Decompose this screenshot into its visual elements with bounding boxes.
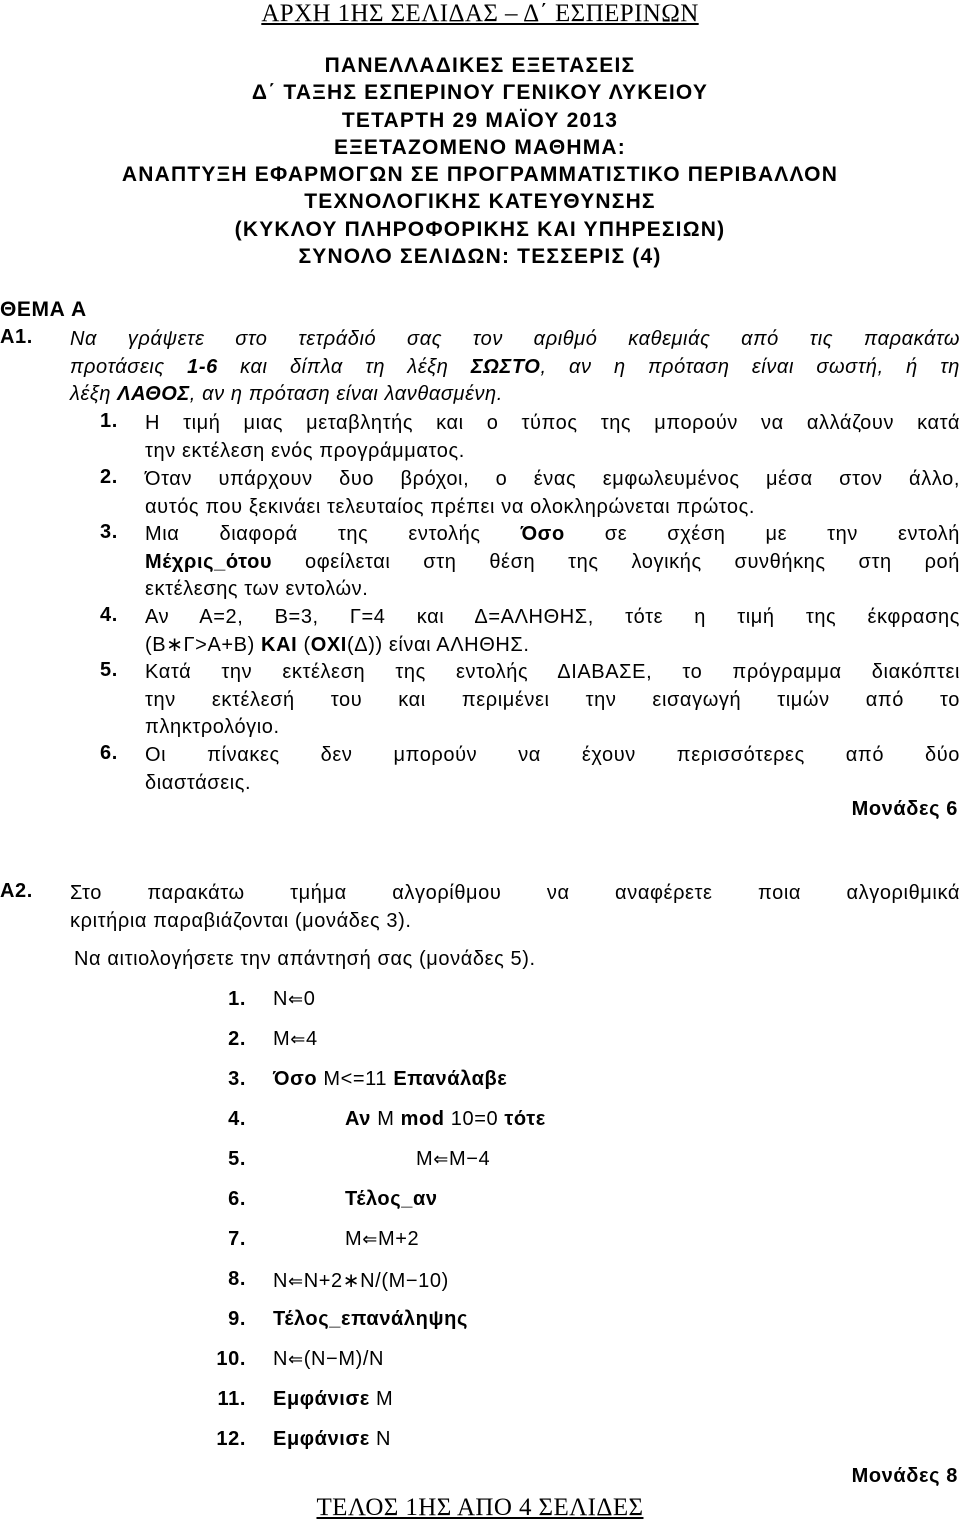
- question-a1-intro: [70, 326, 960, 409]
- units-a1: Μονάδες 6: [851, 798, 958, 820]
- page-header: ΑΡΧΗ 1ΗΣ ΣΕΛΙΔΑΣ – Δ΄ ΕΣΠΕΡΙΝΩΝ: [261, 0, 699, 27]
- statement-number: 1.: [100, 410, 118, 432]
- statement-4: Αν Α=2, Β=3, Γ=4 και Δ=ΑΛΗΘΗΣ, τότε η τιμή της έκφρασης (Β∗Γ>Α+Β) ΚΑΙ (ΟΧΙ(Δ)) είναι ΑΛΗΘΗΣ.: [145, 606, 960, 656]
- algorithm-line: Μ⇐Μ−4: [416, 1148, 491, 1170]
- algorithm-line: Τέλος_επανάληψης: [273, 1308, 468, 1330]
- assign-arrow-icon: ⇐: [362, 1229, 378, 1249]
- question-a2-text: Στο παρακάτω τμήμα αλγορίθμου να αναφέρετε ποια αλγοριθμικά κριτήρια παραβιάζονται (μονάδες 3).: [70, 882, 960, 932]
- line-number: 12.: [216, 1428, 246, 1450]
- line-number: 7.: [228, 1228, 246, 1250]
- assign-arrow-icon: ⇐: [288, 989, 304, 1009]
- statement-number: 2.: [100, 466, 118, 488]
- question-a2-justify: Να αιτιολογήσετε την απάντησή σας (μονάδες 5).: [74, 948, 536, 970]
- assign-arrow-icon: ⇐: [433, 1149, 449, 1169]
- statement-number: 3.: [100, 521, 118, 543]
- question-a1-label: Α1.: [0, 326, 33, 348]
- title-line: ΕΞΕΤΑΖΟΜΕΝΟ ΜΑΘΗΜΑ:: [333, 135, 626, 159]
- line-number: 2.: [228, 1028, 246, 1050]
- line-number: 8.: [228, 1268, 246, 1290]
- statement-1: Η τιμή μιας μεταβλητής και ο τύπος της μπορούν να αλλάζουν κατά την εκτέλεση ενός προγράμματος.: [145, 412, 960, 462]
- statement-number: 4.: [100, 604, 118, 626]
- algorithm-line: Αν Μ mod 10=0 τότε: [345, 1108, 546, 1130]
- assign-arrow-icon: ⇐: [288, 1271, 304, 1291]
- statement-number: 6.: [100, 742, 118, 764]
- assign-arrow-icon: ⇐: [288, 1349, 304, 1369]
- title-line: ΣΥΝΟΛΟ ΣΕΛΙΔΩΝ: ΤΕΣΣΕΡΙΣ (4): [298, 245, 662, 269]
- algorithm-line: Όσο Μ<=11 Επανάλαβε: [273, 1068, 508, 1090]
- algorithm-line: Ν⇐(Ν−Μ)/Ν: [273, 1348, 385, 1370]
- statement-number: 5.: [100, 659, 118, 681]
- title-line: ΠΑΝΕΛΛΑΔΙΚΕΣ ΕΞΕΤΑΣΕΙΣ: [324, 54, 636, 77]
- title-line: Δ΄ ΤΑΞΗΣ ΕΣΠΕΡΙΝΟΥ ΓΕΝΙΚΟΥ ΛΥΚΕΙΟΥ: [251, 81, 709, 105]
- algorithm-line: Ν⇐0: [273, 988, 316, 1010]
- units-a2: Μονάδες 8: [851, 1465, 958, 1487]
- algorithm-line: Εμφάνισε Ν: [273, 1428, 392, 1450]
- algorithm-line: Τέλος_αν: [345, 1188, 438, 1210]
- line-number: 3.: [228, 1068, 246, 1090]
- algorithm-line: Ν⇐Ν+2∗Ν/(Μ−10): [273, 1270, 449, 1292]
- page-footer: ΤΕΛΟΣ 1ΗΣ ΑΠΟ 4 ΣΕΛΙΔΕΣ: [316, 1494, 644, 1521]
- title-line: (ΚΥΚΛΟΥ ΠΛΗΡΟΦΟΡΙΚΗΣ ΚΑΙ ΥΠΗΡΕΣΙΩΝ): [234, 217, 726, 241]
- title-line: ΑΝΑΠΤΥΞΗ ΕΦΑΡΜΟΓΩΝ ΣΕ ΠΡΟΓΡΑΜΜΑΤΙΣΤΙΚΟ ΠΕΡΙΒΑΛΛΟΝ: [121, 163, 839, 187]
- line-number: 10.: [216, 1348, 246, 1370]
- exam-title-block: [0, 52, 960, 270]
- statement-5: Κατά την εκτέλεση της εντολής ΔΙΑΒΑΣΕ, το πρόγραμμα διακόπτει την εκτέλεσή του και περιμένει την εισαγωγή τιμών από το πληκτρολόγιο.: [145, 661, 960, 738]
- title-line: ΤΕΤΑΡΤΗ 29 ΜΑΪΟΥ 2013: [341, 108, 619, 132]
- line-number: 1.: [228, 988, 246, 1010]
- statement-3: Μια διαφορά της εντολής Όσο σε σχέση με την εντολή Μέχρις_ότου οφείλεται στη θέση της λογικής συνθήκης στη ροή εκτέλεσης των εντολών.: [145, 523, 960, 600]
- algorithm-line: Μ⇐Μ+2: [345, 1228, 420, 1250]
- intro-line: Να γράψετε στο τετράδιό σας τον αριθμό καθεμιάς από τις παρακάτω: [70, 328, 960, 350]
- theme-title: ΘΕΜΑ Α: [0, 298, 87, 321]
- assign-arrow-icon: ⇐: [290, 1029, 306, 1049]
- algorithm-line: Εμφάνισε Μ: [273, 1388, 394, 1410]
- line-number: 6.: [228, 1188, 246, 1210]
- line-number: 9.: [228, 1308, 246, 1330]
- title-line: ΤΕΧΝΟΛΟΓΙΚΗΣ ΚΑΤΕΥΘΥΝΣΗΣ: [304, 190, 656, 214]
- statement-2: Όταν υπάρχουν δυο βρόχοι, ο ένας εμφωλευμένος μέσα στον άλλο, αυτός που ξεκινάει τελευταίος πρέπει να ολοκληρώνεται πρώτος.: [145, 468, 960, 518]
- intro-line: προτάσεις 1-6 και δίπλα τη λέξη ΣΩΣΤΟ, αν η πρόταση είναι σωστή, ή τη: [70, 355, 960, 378]
- question-a2-label: Α2.: [0, 880, 33, 902]
- algorithm-line: Μ⇐4: [273, 1028, 318, 1050]
- statement-6: Οι πίνακες δεν μπορούν να έχουν περισσότερες από δύο διαστάσεις.: [145, 744, 960, 794]
- line-number: 11.: [217, 1388, 246, 1410]
- intro-line: λέξη ΛΑΘΟΣ, αν η πρόταση είναι λανθασμένη.: [70, 383, 503, 405]
- line-number: 5.: [228, 1148, 246, 1170]
- line-number: 4.: [228, 1108, 246, 1130]
